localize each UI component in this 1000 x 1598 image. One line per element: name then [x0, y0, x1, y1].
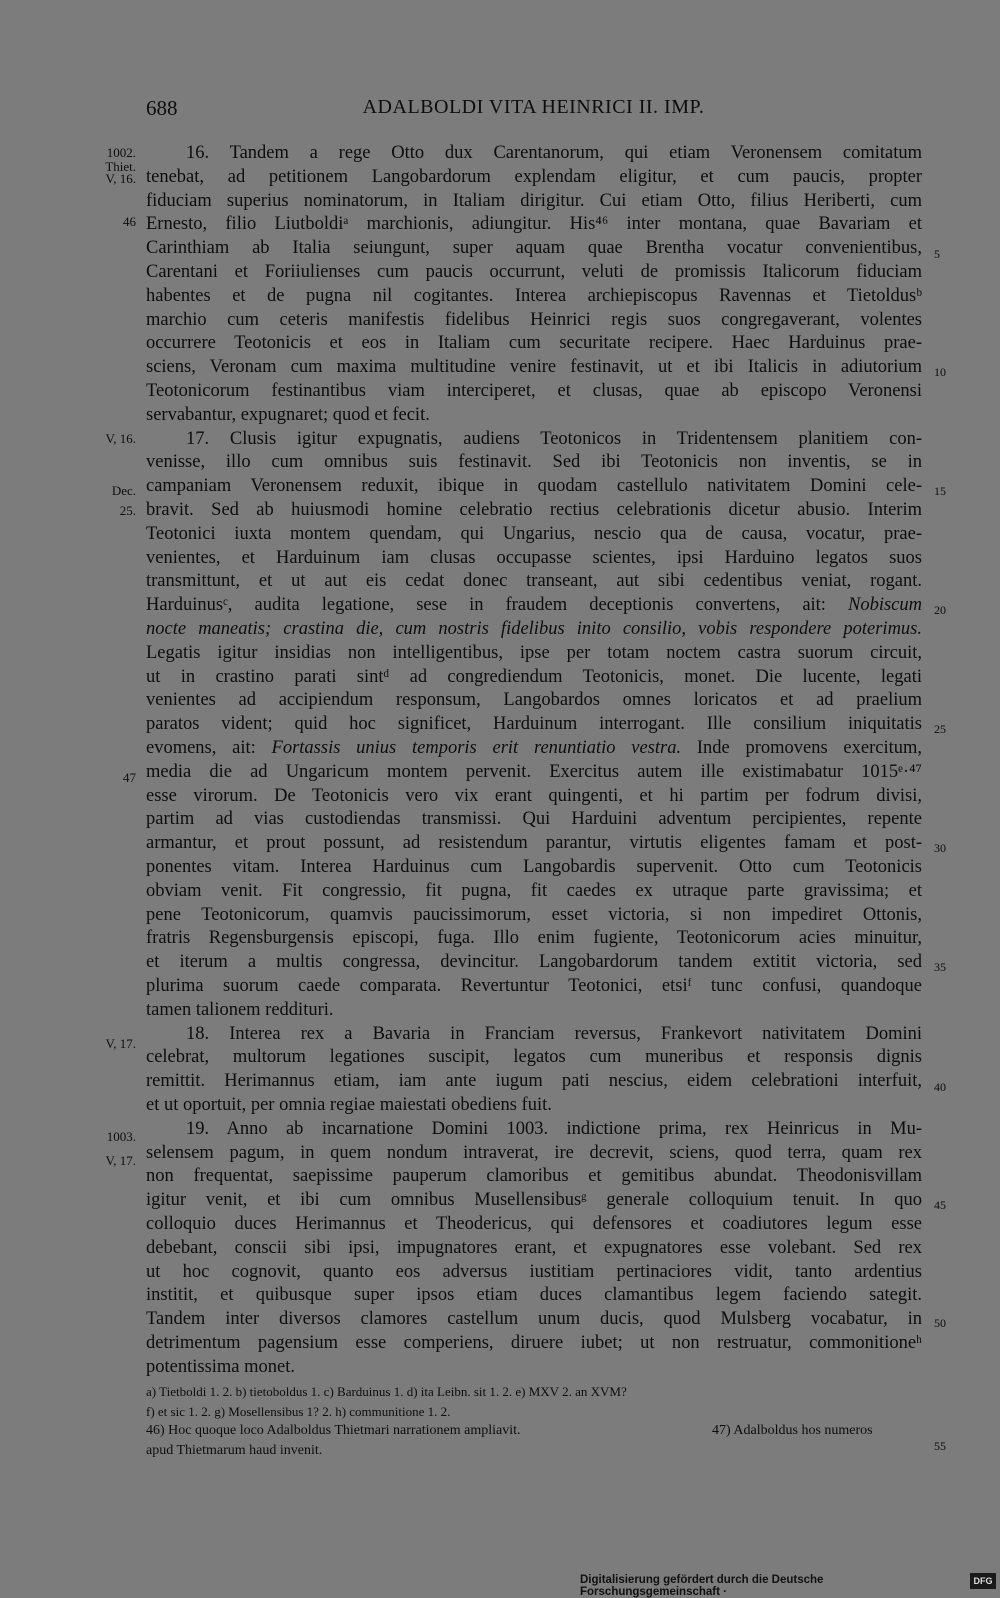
- text-line: plurima suorum caede comparata. Revertuntur Teotonici, etsiᶠ tunc confusi, quandoque: [146, 976, 922, 996]
- footnotes-row-2: f) et sic 1. 2. g) Mosellensibus 1? 2. h) communitione 1. 2.: [146, 1404, 451, 1419]
- text-line: armantur, et prout possunt, ad resistendum parantur, virtutis eligentes famam et post-: [146, 833, 922, 854]
- text-line: ponentes vitam. Interea Harduinus cum Langobardis supervenit. Otto cum Teotonicis: [146, 857, 922, 877]
- margin-note: V, 16.: [105, 171, 136, 186]
- text-line: fratris Regensburgensis episcopi, fuga. Illo enim fugiente, Teotonicorum acies minuitur,: [146, 928, 922, 949]
- text-line: campaniam Veronensem reduxit, ibique in quodam castellulo nativitatem Domini cele-: [146, 476, 922, 497]
- text-line: colloquio duces Herimannus et Theodericus, qui defensores et coadiutores legum esse: [146, 1214, 922, 1234]
- text-line: Teotonicorum festinantibus viam interciperet, et clusas, quae ab episcopo Veronensi: [146, 381, 922, 401]
- text-line: et ut oportuit, per omnia regiae maiestati obediens fuit.: [146, 1095, 552, 1115]
- text-line: Legatis igitur insidias non intelligentibus, ipse per totam noctem castra suorum circuit,: [146, 642, 922, 663]
- line-number: 5: [934, 247, 940, 261]
- text-line: ut in crastino parati sintᵈ ad congrediendum Teotonicis, monet. Die lucente, legati: [146, 666, 922, 687]
- text-line: Tandem inter diversos clamores castellum unum ducis, quod Mulsberg vocabatur, in: [146, 1309, 922, 1330]
- text-line: servabantur, expugnaret; quod et fecit.: [146, 404, 430, 425]
- text-line: tenebat, ad petitionem Langobardorum explendam eligitur, et cum paucis, propter: [146, 166, 922, 187]
- line-number: 15: [934, 484, 946, 498]
- text-line: partim ad vias custodiendas transmissi. Qui Harduini adventum percipientes, repente: [146, 809, 922, 830]
- text-line: detrimentum pagensium esse comperiens, diruere iubet; ut non restruatur, commonitioneʰ: [146, 1333, 922, 1353]
- text-line: remittit. Herimannus etiam, iam ante iugum pati nescius, eidem celebrationi interfuit,: [146, 1071, 922, 1092]
- line-number: 35: [934, 960, 946, 974]
- line-number: 55: [934, 1439, 946, 1453]
- text-line: sciens, Veronam cum maxima multitudine venire festinavit, ut et ibi Italicis in adiutorium: [146, 357, 922, 378]
- digitization-footer: [580, 1572, 1000, 1598]
- text-line: ut hoc cognovit, quanto eos adversus iustitiam pertinaciores vidit, tanto ardentius: [146, 1261, 922, 1282]
- text-line: bravit. Sed ab huiusmodi homine celebratio rectius celebrationis dicetur abusio. Interim: [146, 500, 922, 520]
- margin-note: Thiet.: [105, 159, 136, 174]
- line-number: 10: [934, 365, 946, 379]
- text-line: non frequentat, saepissime pauperum clamoribus et gemitibus abundat. Theodonisvillam: [146, 1166, 922, 1187]
- line-number: 30: [934, 841, 946, 855]
- text-line: venisse, illo cum omnibus suis festinavit. Sed ibi Teotonicis non inventis, se in: [146, 452, 922, 473]
- text-line: potentissima monet.: [146, 1356, 296, 1377]
- text-line: Ernesto, filio Liutboldiᵃ marchionis, adiungitur. His⁴⁶ inter montana, quae Bavariam et: [146, 214, 922, 235]
- page-number: 688: [146, 96, 178, 120]
- margin-note: 1003.: [106, 1129, 136, 1144]
- text-line: venientes, et Harduinum iam clusas occupasse scientes, ipsi Harduino legatos suos: [146, 547, 922, 568]
- text-line: Carentani et Foriiulienses cum paucis occurrunt, veluti de promissis Italicorum fiduciam: [146, 262, 922, 282]
- line-number: 25: [934, 722, 946, 736]
- text-line: venientes ad accipiendum responsum, Langobardos omnes loricatos et ad praelium: [146, 690, 922, 711]
- margin-note: V, 17.: [105, 1036, 136, 1051]
- margin-note: Dec.: [111, 483, 136, 498]
- text-line: esse virorum. De Teotonicis vero vix erant quingenti, et hi partim per fodrum divisi,: [146, 785, 922, 806]
- text-line: pene Teotonicorum, quamvis paucissimorum, esset victoria, si non impediret Ottonis,: [146, 904, 922, 925]
- text-line: occurrere Teotonicis et eos in Italiam cum securitate recipere. Haec Harduinus prae-: [146, 333, 922, 354]
- text-line: Harduinusᶜ, audita legatione, sese in fraudem deceptionis convertens, ait: Nobiscum: [146, 595, 922, 616]
- margin-note: V, 16.: [105, 431, 136, 446]
- page-header: [146, 96, 921, 126]
- text-line: 16. Tandem a rege Otto dux Carentanorum, qui etiam Veronensem comitatum: [186, 143, 922, 163]
- running-title: ADALBOLDI VITA HEINRICI II. IMP.: [362, 96, 705, 118]
- footnote-47-continued: apud Thietmarum haud invenit.: [146, 1443, 323, 1458]
- line-number: 20: [934, 603, 946, 617]
- text-line: 18. Interea rex a Bavaria in Franciam reversus, Frankevort nativitatem Domini: [186, 1023, 922, 1044]
- margin-note: 25.: [119, 503, 136, 518]
- text-line: transmittunt, et ut aut eis cedat donec transeant, aut sibi cedentibus veniat, rogant.: [146, 571, 922, 592]
- dfg-logo: DFG: [970, 1573, 996, 1589]
- text-line: habentes et de pugna nil cogitantes. Interea archiepiscopus Ravennas et Tietoldusᵇ: [146, 285, 922, 306]
- footnote-47: 47) Adalboldus hos numeros: [712, 1423, 873, 1438]
- text-line: obviam venit. Fit congressio, fit pugna, fit caedes ex utraque parte gravissima; et: [146, 880, 922, 901]
- text-line: paratos vident; quid hoc significet, Harduinum interrogant. Ille consilium iniquitatis: [146, 714, 922, 735]
- text-line: 17. Clusis igitur expugnatis, audiens Teotonicos in Tridentensem planitiem con-: [186, 428, 922, 449]
- line-number: 40: [934, 1080, 946, 1094]
- margin-note: 46: [123, 214, 136, 229]
- text-line: institit, et quibusque super ipsos etiam duces clamantibus legem faciendo sategit.: [146, 1285, 922, 1306]
- text-line: fiduciam superius nominatorum, in Italiam dirigitur. Cui etiam Otto, filius Heriberti, cum: [146, 190, 922, 211]
- text-line: debebant, conscii sibi ipsi, impugnatores erant, et expugnatores esse volebant. Sed rex: [146, 1237, 922, 1258]
- footnote-46: 46) Hoc quoque loco Adalboldus Thietmari narrationem ampliavit.: [146, 1423, 521, 1438]
- margin-note: V, 17.: [105, 1153, 136, 1168]
- text-line: Carinthiam ab Italia seiungunt, super aquam quae Brentha vocatur convenientibus,: [146, 238, 922, 259]
- text-line: 19. Anno ab incarnatione Domini 1003. indictione prima, rex Heinricus in Mu-: [186, 1118, 922, 1139]
- margin-note: 1002.: [106, 145, 136, 160]
- footer-credit: Digitalisierung gefördert durch die Deutsche Forschungsgemeinschaft ·: [580, 1574, 824, 1598]
- text-line: et iterum a multis congressa, devincitur. Langobardorum tandem extitit victoria, sed: [146, 952, 922, 973]
- line-number: 50: [934, 1316, 946, 1330]
- text-line: media die ad Ungaricum montem pervenit. Exercitus autem ille existimabatur 1015ᵉ·⁴⁷: [146, 761, 922, 782]
- text-line: celebrat, multorum legationes suscipit, legatos cum muneribus et responsis dignis: [146, 1047, 922, 1068]
- margin-note: 47: [123, 770, 136, 785]
- text-line: evomens, ait: Fortassis unius temporis erit renuntiatio vestra. Inde promovens exercitum,: [146, 738, 923, 758]
- text-line: marchio cum ceteris manifestis fidelibus Heinrici regis suos congregaverant, volentes: [146, 309, 922, 330]
- line-number: 45: [934, 1198, 946, 1212]
- text-line: tamen talionem reddituri.: [146, 999, 334, 1020]
- text-line: igitur venit, et ibi cum omnibus Musellensibusᵍ generale colloquium tenuit. In quo: [146, 1190, 922, 1211]
- text-line: selensem pagum, in quem nondum intraverat, ire decrevit, sciens, quod terra, quam rex: [146, 1142, 922, 1163]
- text-line: Teotonici iuxta montem quendam, qui Ungarius, nescio qua de causa, vocatur, prae-: [146, 523, 922, 544]
- text-line: nocte maneatis; crastina die, cum nostris fidelibus inito consilio, vobis respondere poterimus.: [146, 619, 922, 639]
- footnotes-row-1: a) Tietboldi 1. 2. b) tietoboldus 1. c) Barduinus 1. d) ita Leibn. sit 1. 2. e) MXV 2. an XVM?: [146, 1384, 627, 1399]
